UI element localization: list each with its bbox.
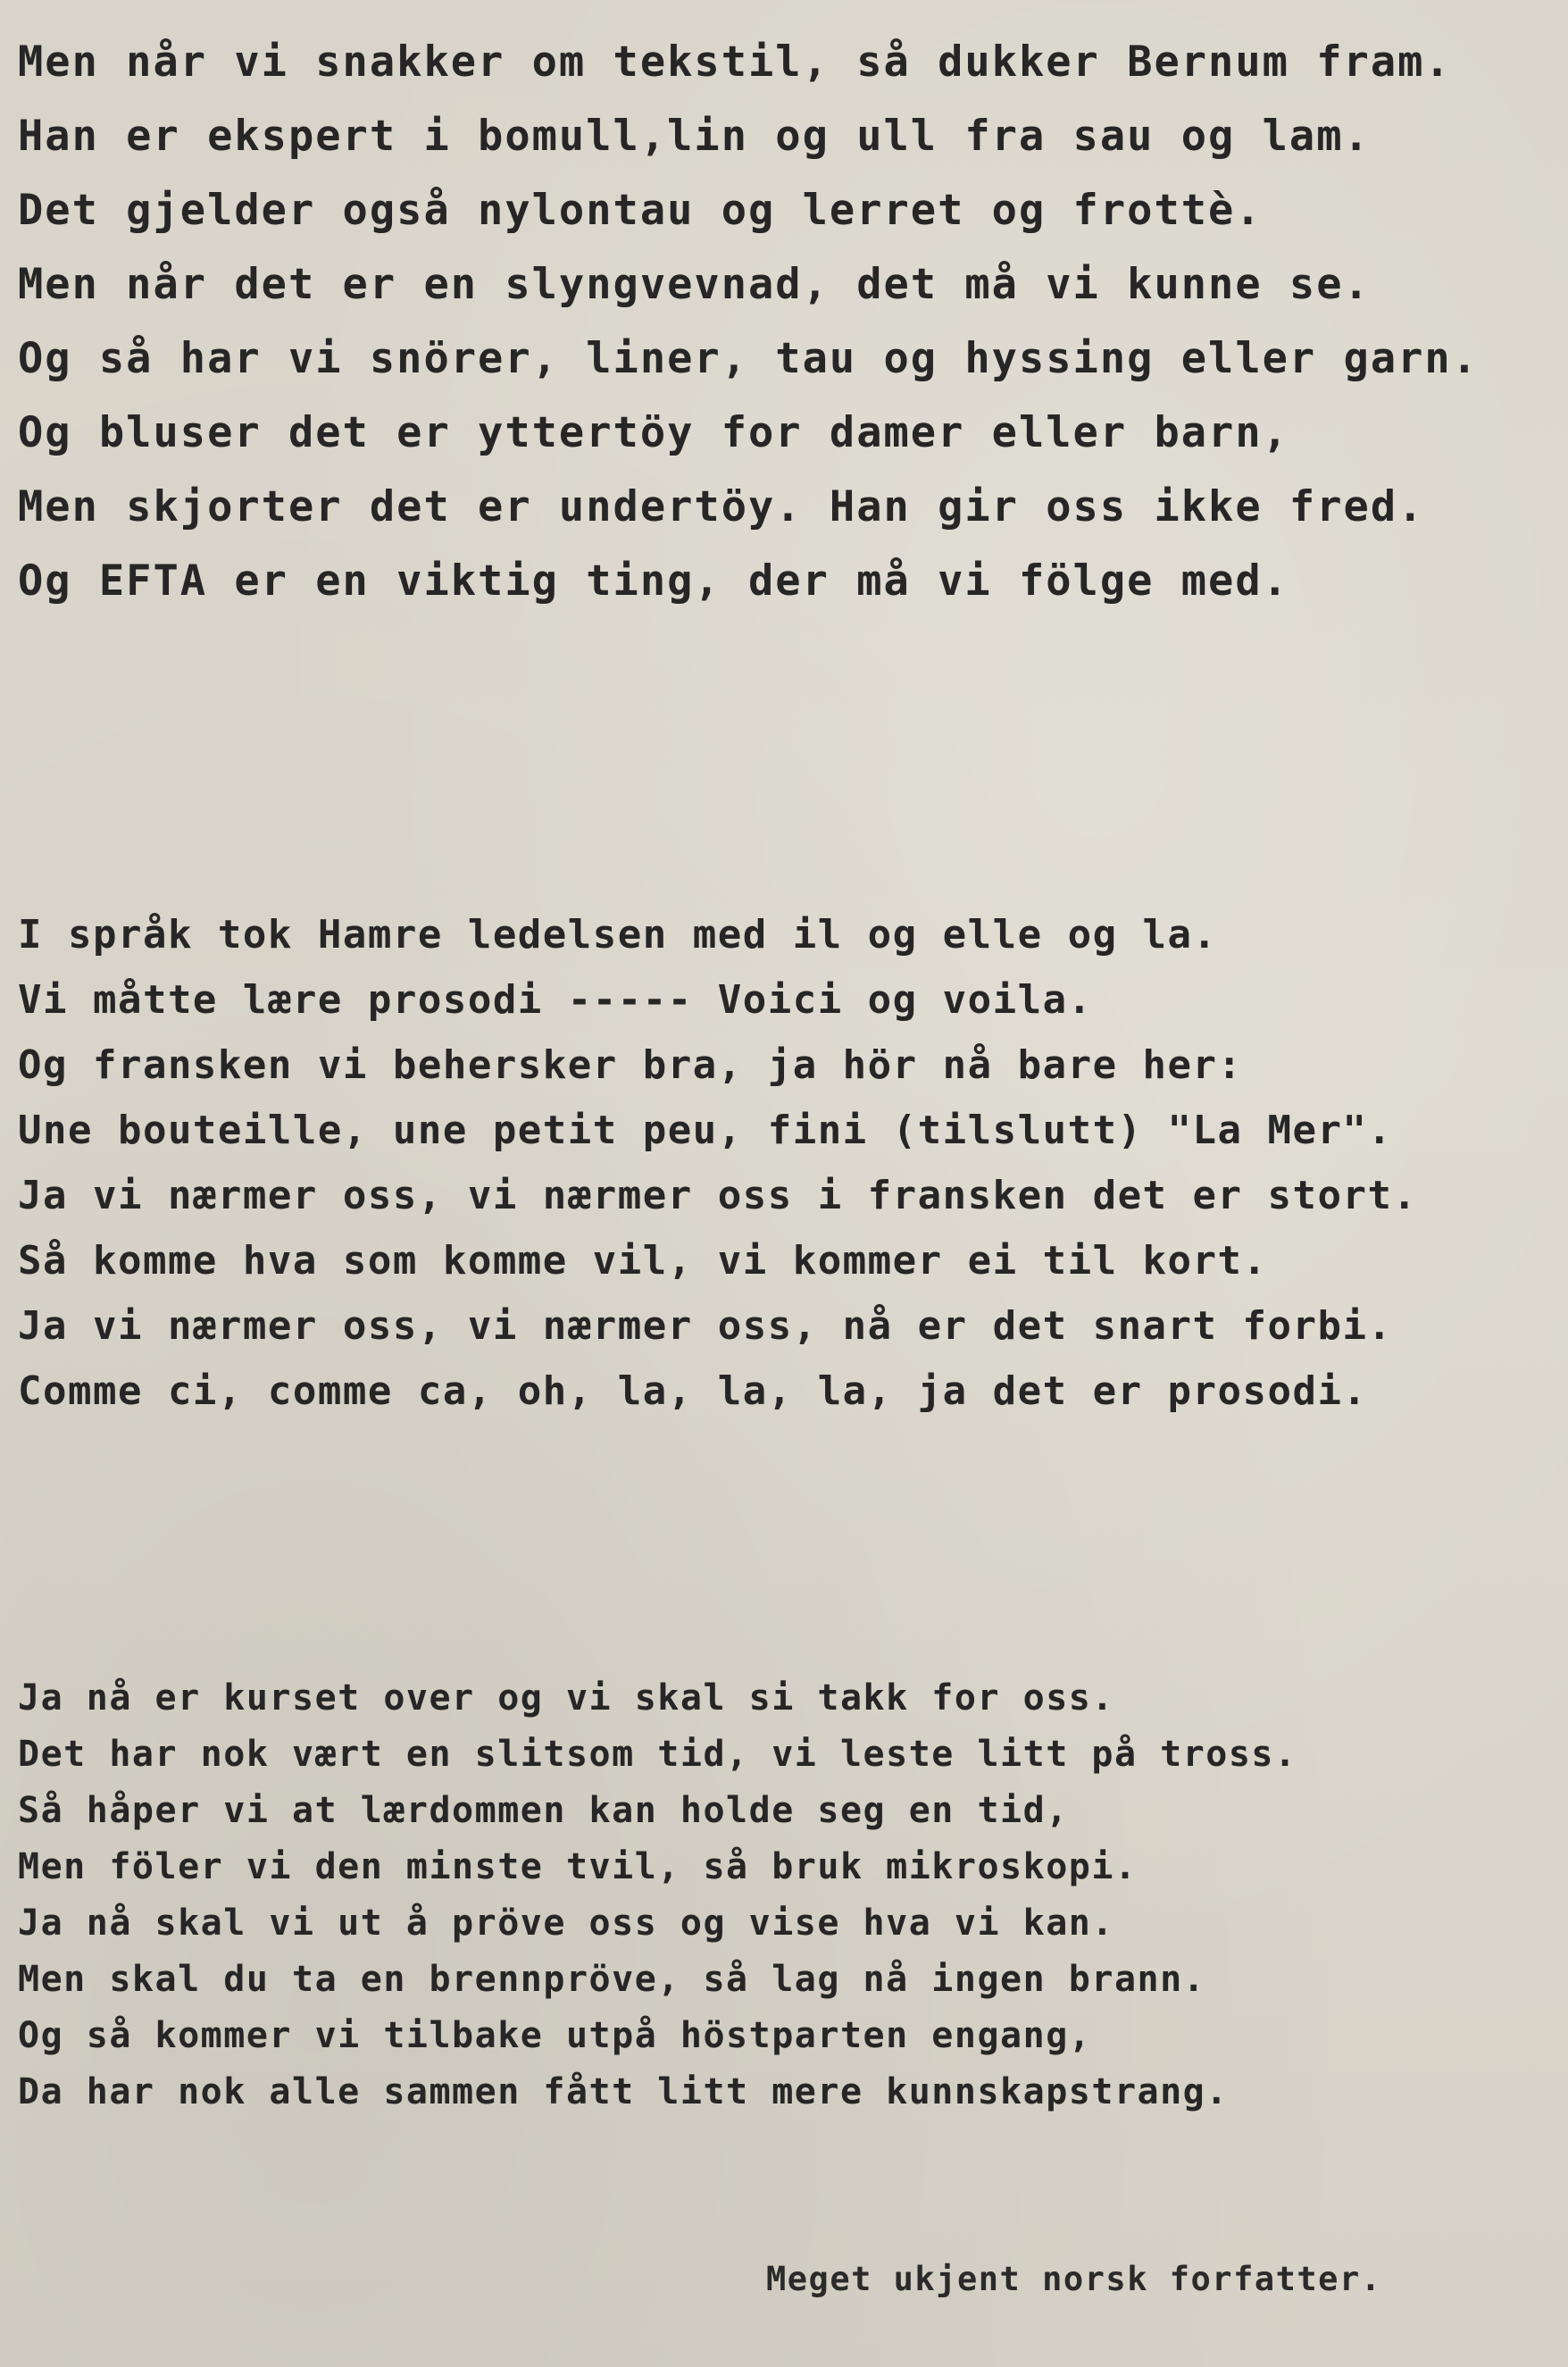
stanza-textile — [18, 25, 1479, 618]
poem-line: Og bluser det er yttertöy for damer eller barn, — [18, 408, 1289, 457]
poem-line: Da har nok alle sammen fått litt mere kunnskapstrang. — [18, 2071, 1229, 2112]
poem-line: Og EFTA er en viktig ting, der må vi fölge med. — [18, 556, 1289, 606]
poem-line: Det gjelder også nylontau og lerret og frottè. — [18, 186, 1263, 235]
author-signature: Meget ukjent norsk forfatter. — [766, 2260, 1382, 2298]
poem-line: Men når vi snakker om tekstil, så dukker Bernum fram. — [18, 38, 1452, 87]
poem-line: Men skjorter det er undertöy. Han gir oss ikke fred. — [18, 482, 1425, 531]
poem-line: Og så har vi snörer, liner, tau og hyssing eller garn. — [18, 334, 1480, 383]
stanza-farewell — [18, 1670, 1297, 2120]
poem-line: Men föler vi den minste tvil, så bruk mikroskopi. — [18, 1846, 1138, 1887]
poem-line: I språk tok Hamre ledelsen med il og elle og la. — [18, 912, 1218, 958]
poem-line: Men når det er en slyngvevnad, det må vi kunne se. — [18, 260, 1371, 309]
poem-line: Så komme hva som komme vil, vi kommer ei til kort. — [18, 1238, 1268, 1284]
poem-line: Ja nå er kurset over og vi skal si takk for oss. — [18, 1677, 1114, 1719]
poem-line: Comme ci, comme ca, oh, la, la, la, ja det er prosodi. — [18, 1368, 1368, 1414]
poem-line: Ja nå skal vi ut å pröve oss og vise hva vi kan. — [18, 1903, 1114, 1944]
poem-line: Men skal du ta en brennpröve, så lag nå ingen brann. — [18, 1959, 1206, 2000]
poem-line: Une bouteille, une petit peu, fini (tilslutt) "La Mer". — [18, 1108, 1393, 1153]
poem-line: Så håper vi at lærdommen kan holde seg en tid, — [18, 1790, 1069, 1831]
poem-line: Han er ekspert i bomull,lin og ull fra sau og lam. — [18, 112, 1371, 161]
poem-line: Ja vi nærmer oss, vi nærmer oss i fransken det er stort. — [18, 1173, 1418, 1218]
poem-line: Ja vi nærmer oss, vi nærmer oss, nå er det snart forbi. — [18, 1303, 1393, 1349]
poem-line: Vi måtte lære prosodi ----- Voici og voila. — [18, 977, 1093, 1023]
stanza-language — [18, 902, 1417, 1424]
poem-line: Det har nok vært en slitsom tid, vi leste litt på tross. — [18, 1734, 1297, 1775]
poem-line: Og så kommer vi tilbake utpå höstparten engang, — [18, 2015, 1092, 2056]
poem-line: Og fransken vi behersker bra, ja hör nå bare her: — [18, 1042, 1243, 1088]
